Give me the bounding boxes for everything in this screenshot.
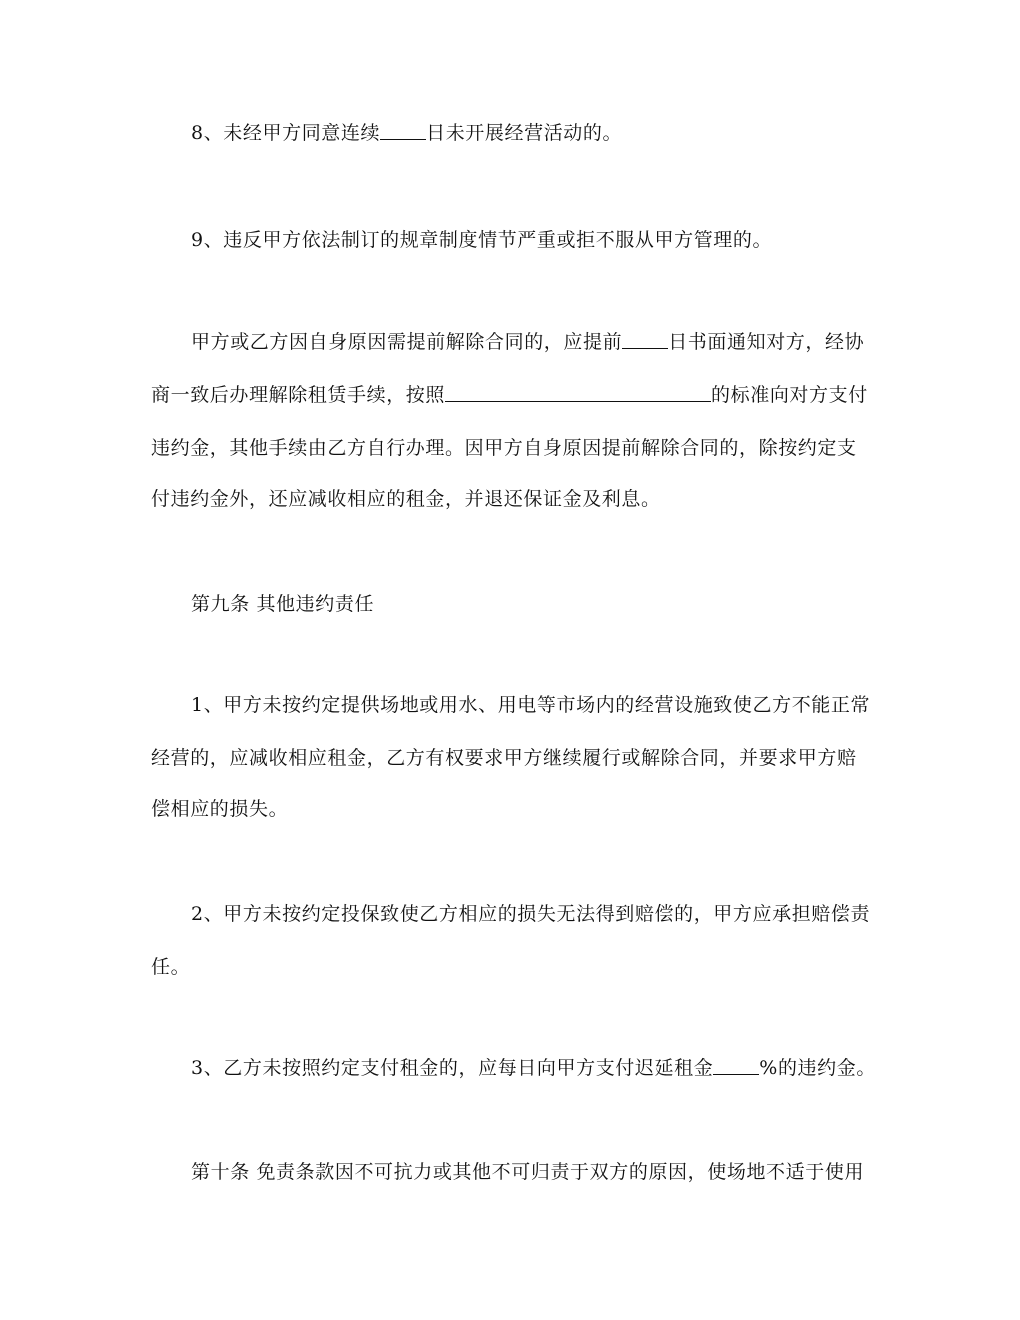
fill-blank-notice-days xyxy=(622,330,668,349)
article-9-heading: 第九条 其他违约责任 xyxy=(191,593,375,615)
clause-item-9: 9、违反甲方依法制订的规章制度情节严重或拒不服从甲方管理的。 xyxy=(191,229,773,251)
termination-line-2-before: 商一致后办理解除租赁手续，按照 xyxy=(151,384,446,406)
termination-line-1 xyxy=(191,330,864,354)
termination-line-1-after: 日书面通知对方，经协 xyxy=(668,331,865,353)
article-9-item-3-after: %的违约金。 xyxy=(759,1057,876,1079)
article-9-item-3-before: 3、乙方未按照约定支付租金的，应每日向甲方支付迟延租金 xyxy=(191,1057,714,1079)
termination-line-2-after: 的标准向对方支付 xyxy=(711,384,868,406)
article-9-item-1-line-2: 经营的，应减收相应租金，乙方有权要求甲方继续履行或解除合同，并要求甲方赔 xyxy=(151,747,857,769)
termination-line-4: 付违约金外，还应减收相应的租金，并退还保证金及利息。 xyxy=(151,488,661,510)
termination-line-3: 违约金，其他手续由乙方自行办理。因甲方自身原因提前解除合同的，除按约定支 xyxy=(151,437,857,459)
article-9-item-2-line-2: 任。 xyxy=(151,956,191,978)
article-9-item-3 xyxy=(191,1056,876,1080)
article-10-line-1: 第十条 免责条款因不可抗力或其他不可归责于双方的原因，使场地不适于使用 xyxy=(191,1161,865,1183)
fill-blank-days xyxy=(380,121,426,140)
article-9-item-1-line-1: 1、甲方未按约定提供场地或用水、用电等市场内的经营设施致使乙方不能正常 xyxy=(191,694,871,716)
article-9-item-1-line-3: 偿相应的损失。 xyxy=(151,798,289,820)
fill-blank-percent xyxy=(713,1056,759,1075)
fill-blank-standard xyxy=(445,383,711,402)
clause-item-8-text-after: 日未开展经营活动的。 xyxy=(426,122,623,144)
article-9-item-2-line-1: 2、甲方未按约定投保致使乙方相应的损失无法得到赔偿的，甲方应承担赔偿责 xyxy=(191,903,871,925)
termination-line-1-before: 甲方或乙方因自身原因需提前解除合同的，应提前 xyxy=(191,331,623,353)
termination-line-2 xyxy=(151,383,868,407)
clause-item-8 xyxy=(191,121,622,145)
clause-item-8-text-before: 8、未经甲方同意连续 xyxy=(191,122,381,144)
